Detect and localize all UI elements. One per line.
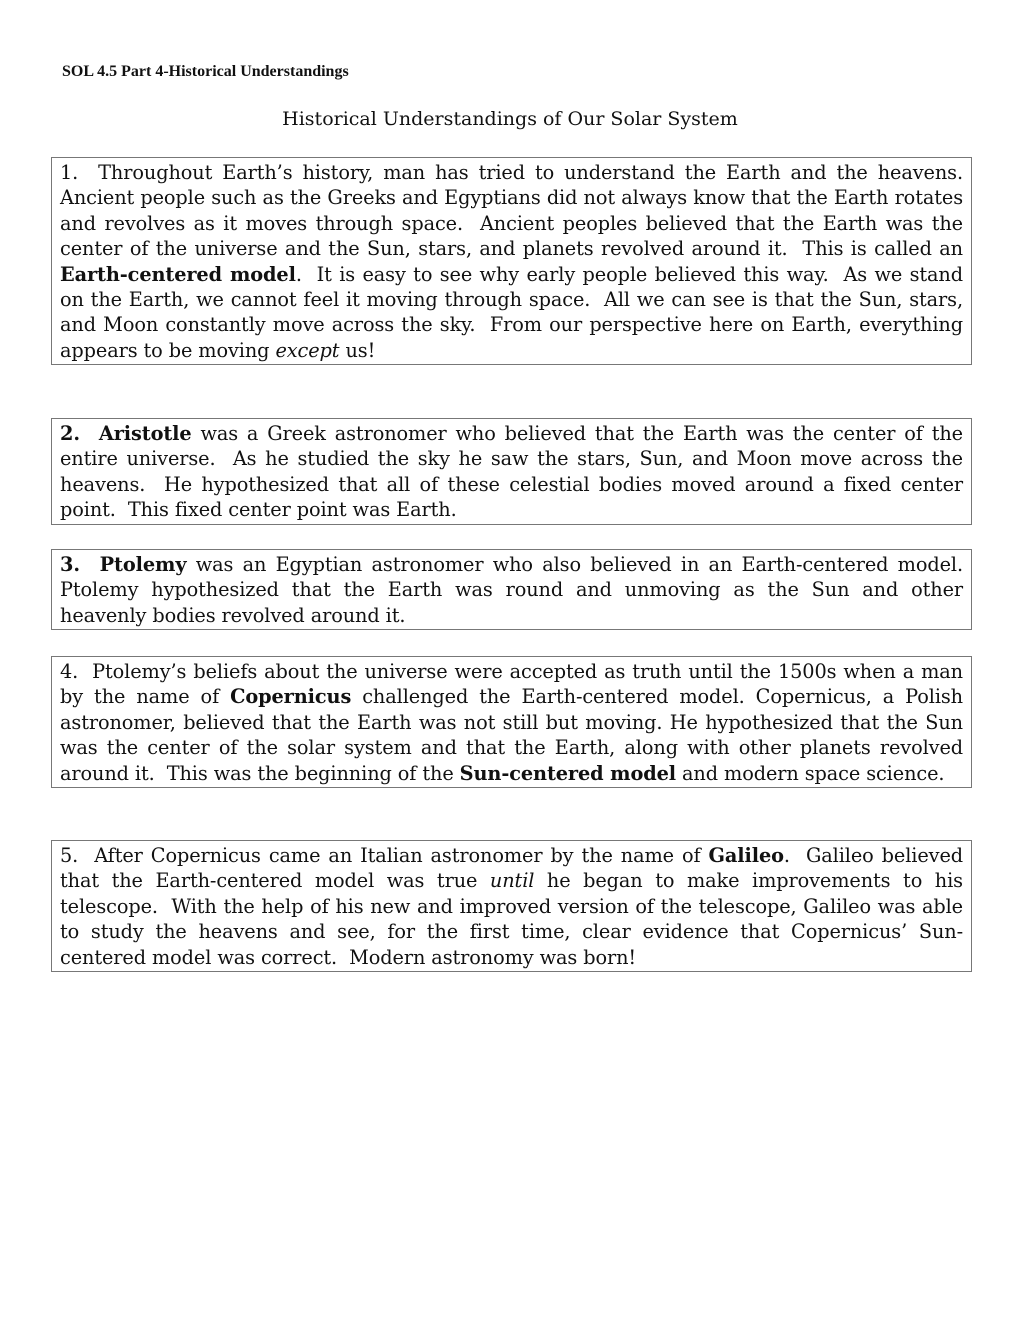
paragraph-text: he began to make improvements to his telescope. With the help of his new and improved version of the telescope, Galileo was able to study the heavens and see, for the first time, clear evidence that Copernicus’ Sun-centered model was correct. Modern astronomy was born!: [60, 869, 970, 969]
paragraph-box-2: [51, 418, 972, 525]
paragraph-text: . It is easy to see why early people believed this way. As we stand on the Earth, we cannot feel it moving through space. All we can see is that the Sun, stars, and Moon constantly move across the sky. From our perspective here on Earth, everything appears to be moving: [60, 262, 970, 362]
italic-text: except: [275, 338, 340, 362]
paragraph-box-3: [51, 549, 976, 630]
bold-text: 2. Aristotle: [60, 422, 192, 445]
paragraph-text: us!: [339, 338, 376, 362]
paragraph-text: was a Greek astronomer who believed that the Earth was the center of the entire universe. As he studied the sky he saw the stars, Sun, and Moon move across the heavens. He hypothesized that all of these celestial bodies moved around a fixed center point. This fixed center point was Earth.: [60, 422, 970, 522]
paragraph-box-5: [51, 840, 972, 972]
paragraph-text: . Galileo believed that the Earth-centered model was true: [60, 844, 970, 893]
bold-text: 3. Ptolemy: [60, 553, 187, 576]
italic-text: until: [489, 869, 535, 893]
paragraph-text: was an Egyptian astronomer who also believed in an Earth-centered model. Ptolemy hypothesized that the Earth was round and unmoving as the Sun and other heavenly bodies revolved around it.: [60, 553, 976, 627]
paragraph-text: challenged the Earth-centered model. Copernicus, a Polish astronomer, believed that the Earth was not still but moving. He hypothesized that the Sun was the center of the solar system and that the Earth, along with other planets revolved around it. This was the beginning of the: [60, 685, 970, 785]
paragraph-text: 1. Throughout Earth’s history, man has tried to understand the Earth and the heavens. Ancient people such as the Greeks and Egyptians did not always know that the Earth rotates and revolves as it moves through space. Ancient peoples believed that the Earth was the center of the universe and the Sun, stars, and planets revolved around it. This is called an: [60, 161, 976, 261]
bold-text: Earth-centered model: [60, 262, 296, 286]
document-header: SOL 4.5 Part 4-Historical Understandings: [62, 63, 349, 80]
page-title: Historical Understandings of Our Solar System: [282, 108, 738, 130]
paragraph-text: 5. After Copernicus came an Italian astronomer by the name of: [60, 844, 709, 867]
bold-text: Sun-centered model: [459, 761, 676, 785]
bold-text: Copernicus: [230, 685, 352, 709]
paragraph-box-1: [51, 157, 976, 365]
paragraph-text: and modern space science.: [676, 761, 945, 785]
paragraph-box-4: [51, 656, 972, 788]
bold-text: Galileo: [708, 844, 784, 867]
paragraph-text: 4. Ptolemy’s beliefs about the universe were accepted as truth until the 1500s when a man by the name of: [60, 660, 970, 709]
